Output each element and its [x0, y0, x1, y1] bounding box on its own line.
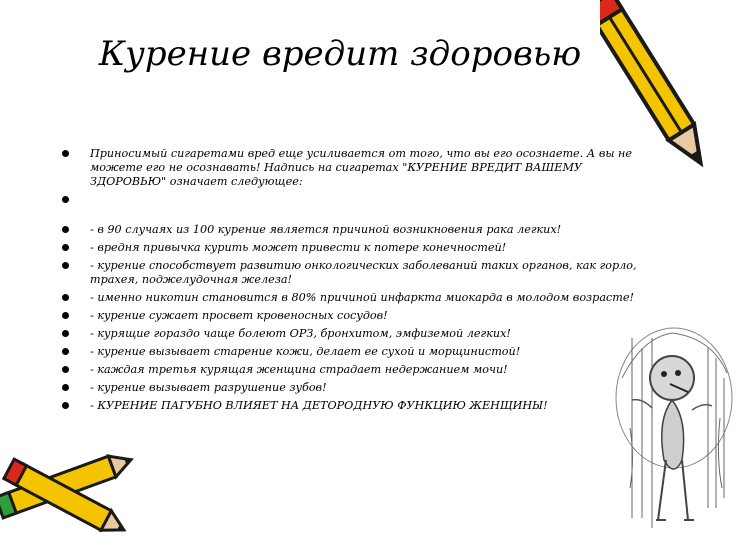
- bullet-item: - каждая третья курящая женщина страдает недержанием мочи!: [60, 363, 660, 377]
- bullet-item: - именно никотин становится в 80% причиной инфаркта миокарда в молодом возрасте!: [60, 291, 660, 305]
- bullet-item: - курение способствует развитию онкологических заболеваний таких органов, как горло, трахея, поджелудочная железа!: [60, 259, 660, 287]
- crossed-pencils-icon: [0, 440, 150, 552]
- bullet-item: - КУРЕНИЕ ПАГУБНО ВЛИЯЕТ НА ДЕТОРОДНУЮ ФУНКЦИЮ ЖЕНЩИНЫ!: [60, 399, 660, 413]
- bullet-item: - в 90 случаях из 100 курение является причиной возникновения рака легких!: [60, 223, 660, 237]
- bullet-list: [60, 147, 660, 417]
- bullet-item: - вредня привычка курить может привести к потере конечностей!: [60, 241, 660, 255]
- pencil-icon: [600, 0, 710, 180]
- bullet-item: Приносимый сигаретами вред еще усиливается от того, что вы его осознаете. А вы не можете его не осознавать! Надпись на сигаретах "КУРЕНИЕ ВРЕДИТ ВАШЕМУ ЗДОРОВЬЮ" означает следующее:: [60, 147, 660, 189]
- slide-title: Курение вредит здоровью: [98, 34, 582, 74]
- bullet-item: - курение вызывает старение кожи, делает ее сухой и морщинистой!: [60, 345, 660, 359]
- bullet-item: - курение вызывает разрушение зубов!: [60, 381, 660, 395]
- smoking-person-illustration: [612, 318, 736, 552]
- bullet-item: - курение сужает просвет кровеносных сосудов!: [60, 309, 660, 323]
- bullet-item: - курящие гораздо чаще болеют ОРЗ, бронхитом, эмфиземой легких!: [60, 327, 660, 341]
- bullet-item-empty: [60, 193, 660, 207]
